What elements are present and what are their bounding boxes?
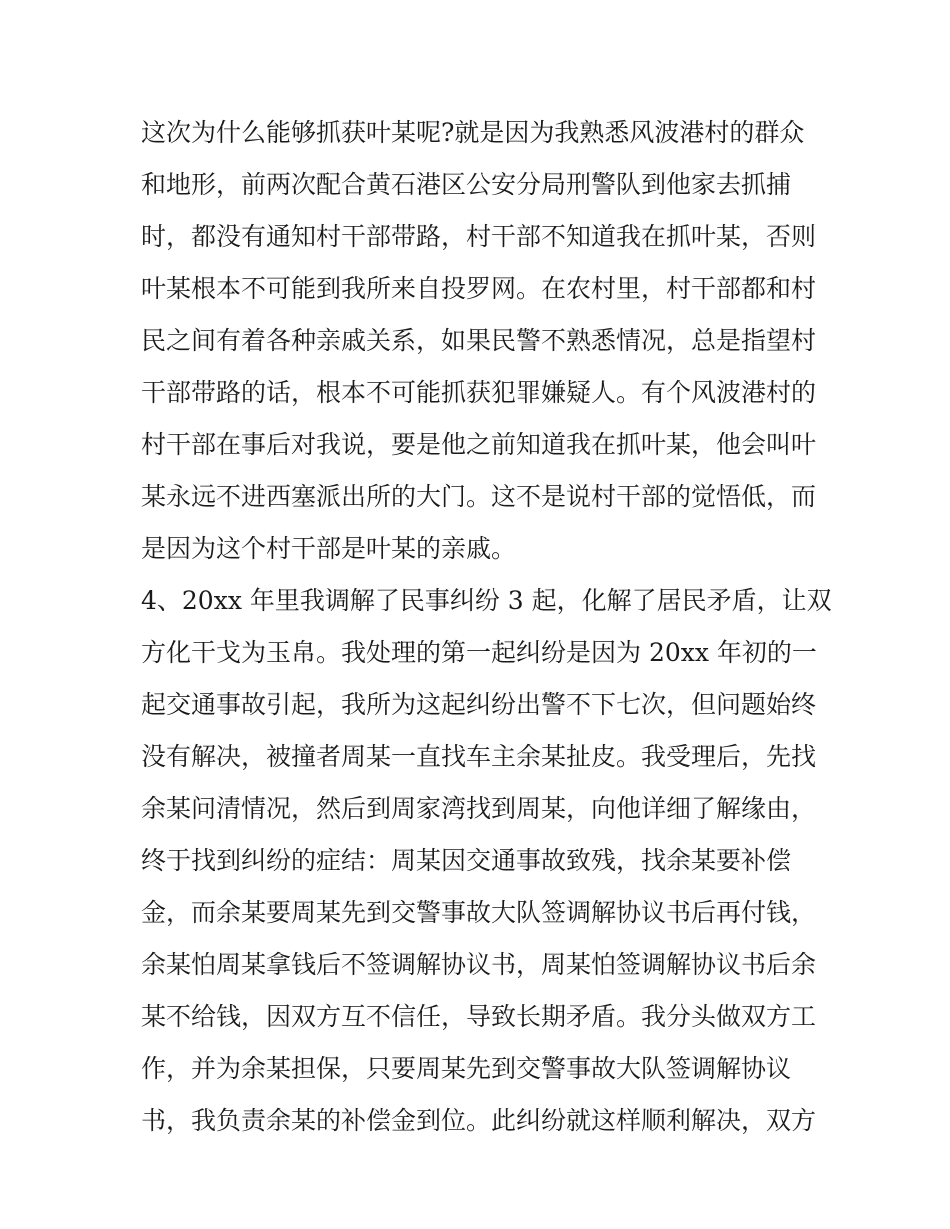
text-line-4: 叶某根本不可能到我所来自投罗网。在农村里，村干部都和村 xyxy=(141,274,817,303)
text-line-16: 金，而余某要周某先到交警事故大队签调解协议书后再付钱， xyxy=(141,898,817,927)
text-line-18: 某不给钱，因双方互不信任，导致长期矛盾。我分头做双方工 xyxy=(141,1002,817,1031)
text-line-11: 方化干戈为玉帛。我处理的第一起纠纷是因为 20xx 年初的一 xyxy=(141,638,817,667)
text-line-13: 没有解决，被撞者周某一直找车主余某扯皮。我受理后，先找 xyxy=(141,742,817,771)
text-line-2: 和地形，前两次配合黄石港区公安分局刑警队到他家去抓捕 xyxy=(141,170,792,199)
text-line-5: 民之间有着各种亲戚关系，如果民警不熟悉情况，总是指望村 xyxy=(141,326,817,355)
text-line-10: 4、20xx 年里我调解了民事纠纷 3 起，化解了居民矛盾，让双 xyxy=(141,586,832,615)
text-line-9: 是因为这个村干部是叶某的亲戚。 xyxy=(141,534,517,563)
text-line-7: 村干部在事后对我说，要是他之前知道我在抓叶某，他会叫叶 xyxy=(141,430,817,459)
text-line-20: 书，我负责余某的补偿金到位。此纠纷就这样顺利解决，双方 xyxy=(141,1106,817,1135)
text-line-15: 终于找到纠纷的症结：周某因交通事故致残，找余某要补偿 xyxy=(141,846,792,875)
text-line-17: 余某怕周某拿钱后不签调解协议书，周某怕签调解协议书后余 xyxy=(141,950,817,979)
text-line-19: 作，并为余某担保，只要周某先到交警事故大队签调解协议 xyxy=(141,1054,792,1083)
text-line-14: 余某问清情况，然后到周家湾找到周某，向他详细了解缘由， xyxy=(141,794,817,823)
text-line-1: 这次为什么能够抓获叶某呢?就是因为我熟悉风波港村的群众 xyxy=(141,118,805,147)
text-line-6: 干部带路的话，根本不可能抓获犯罪嫌疑人。有个风波港村的 xyxy=(141,378,817,407)
text-line-12: 起交通事故引起，我所为这起纠纷出警不下七次，但问题始终 xyxy=(141,690,817,719)
text-line-3: 时，都没有通知村干部带路，村干部不知道我在抓叶某，否则 xyxy=(141,222,817,251)
text-line-8: 某永远不进西塞派出所的大门。这不是说村干部的觉悟低，而 xyxy=(141,482,817,511)
